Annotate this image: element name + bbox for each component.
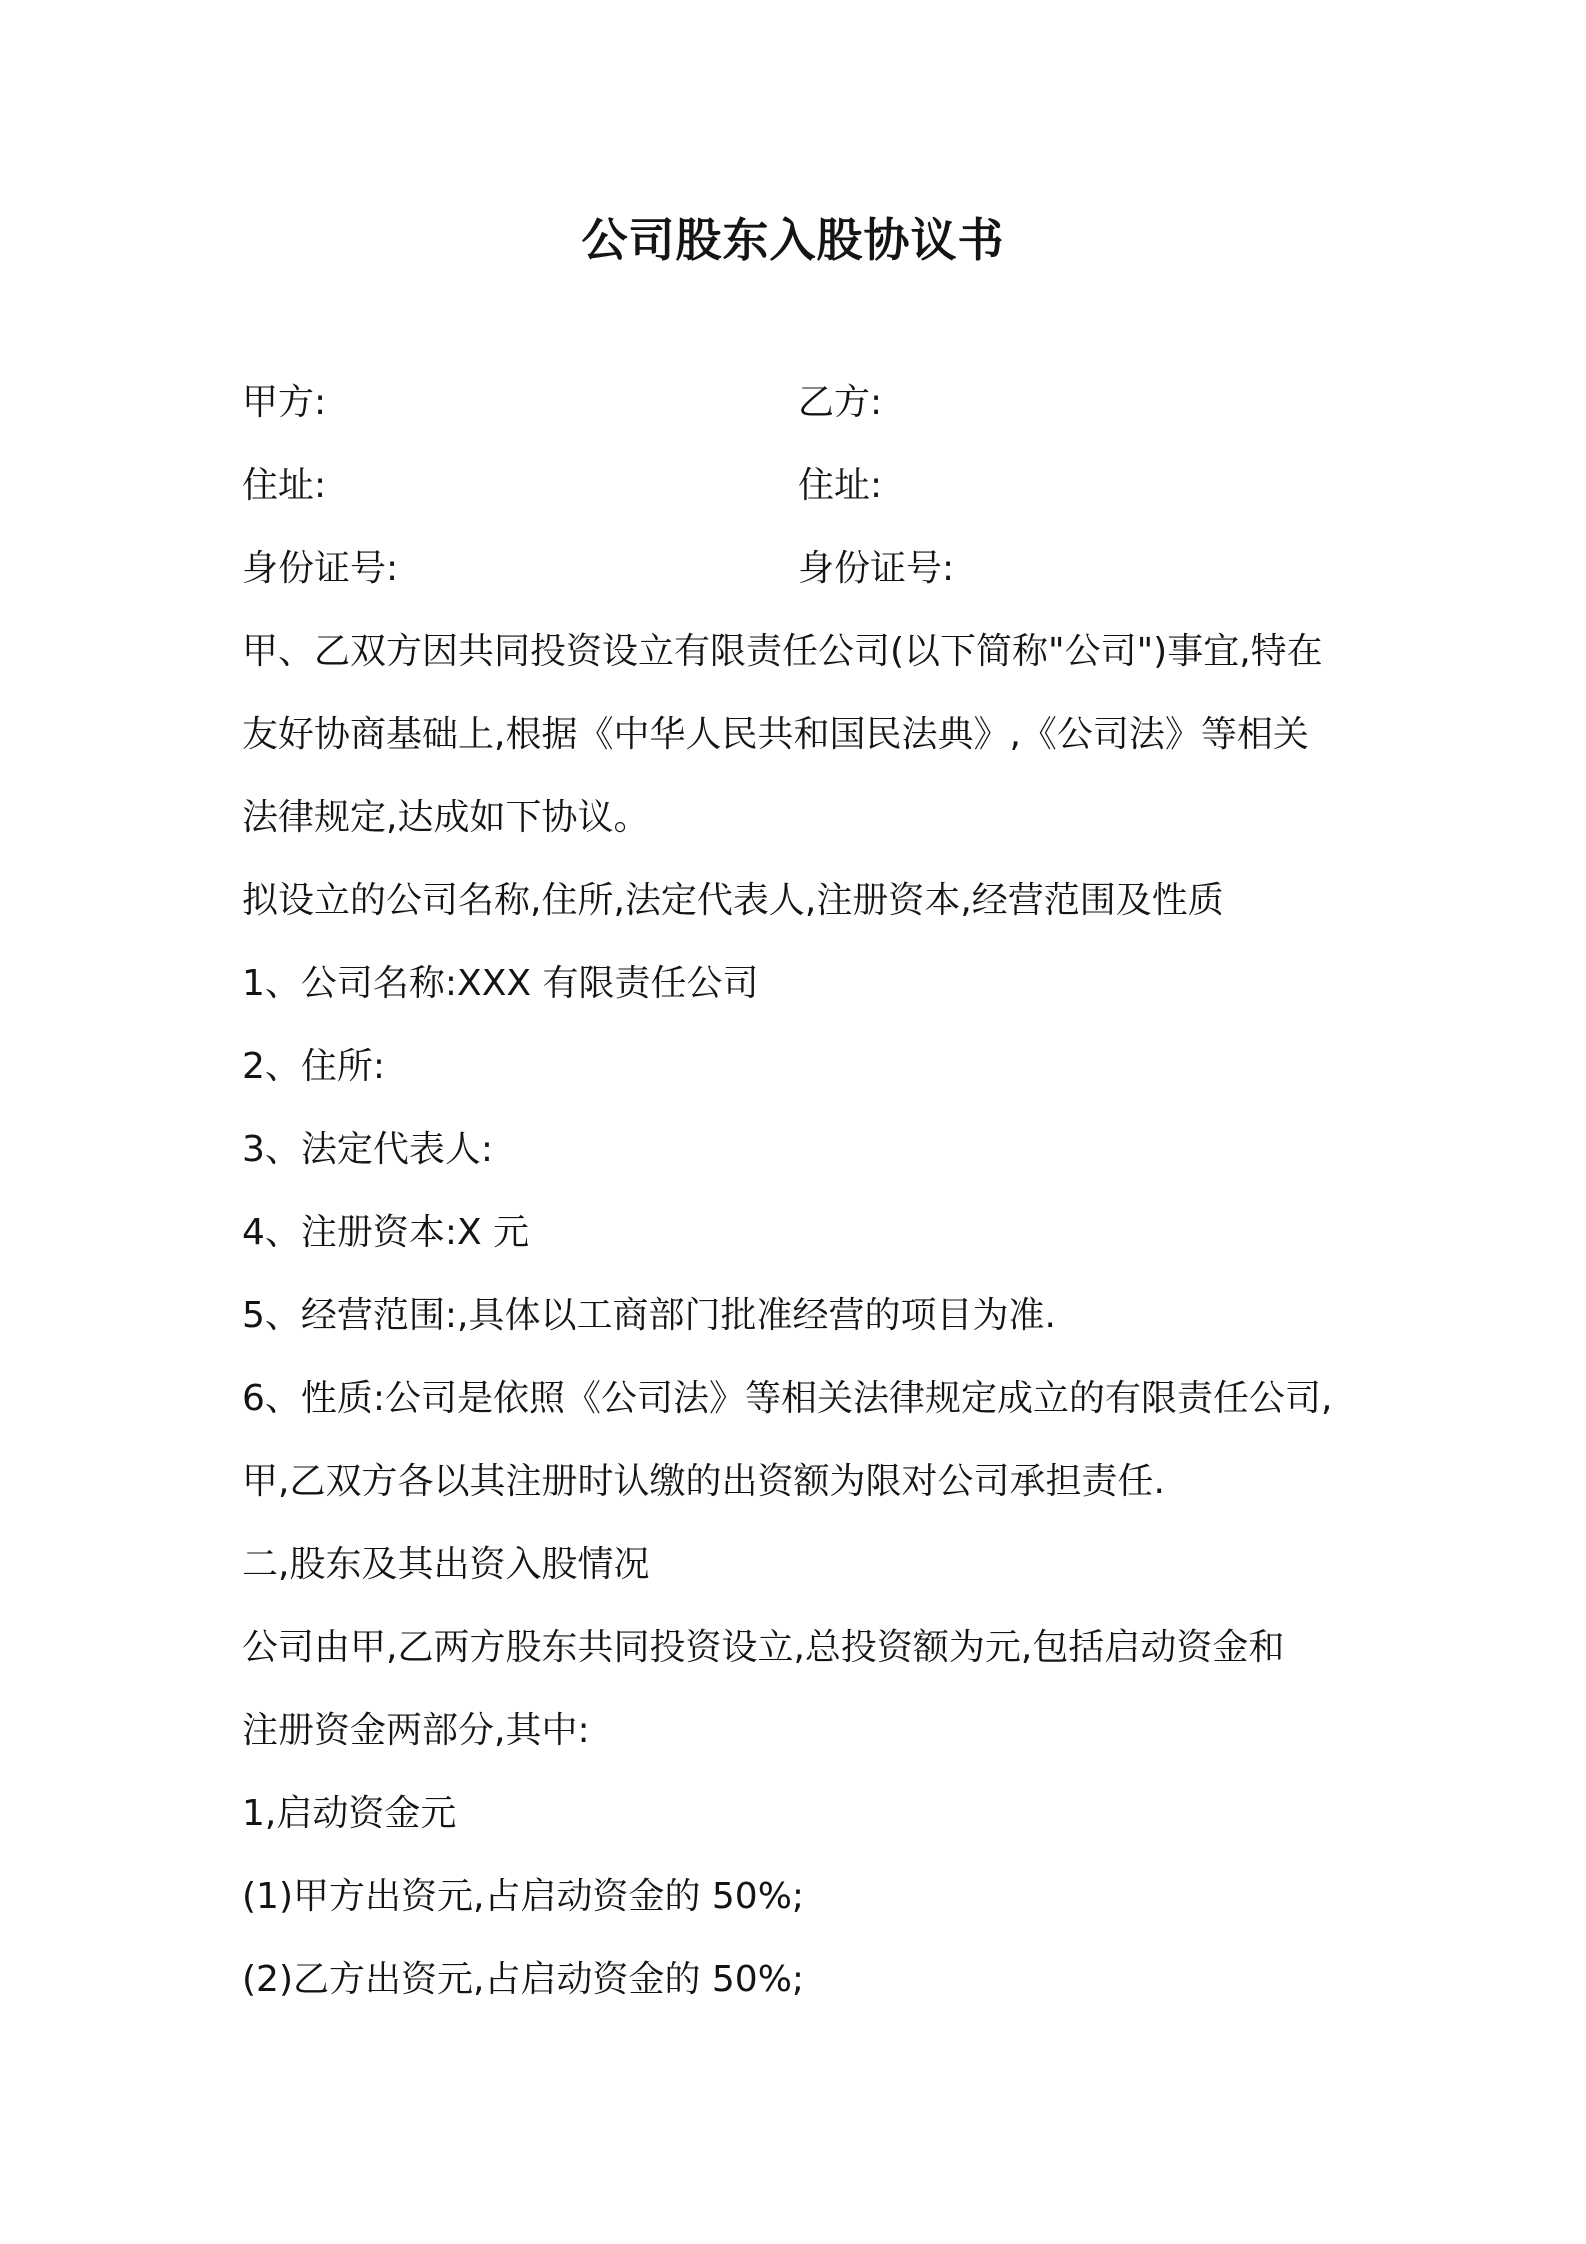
company-nature-item: 6、性质:公司是依照《公司法》等相关法律规定成立的有限责任公司, bbox=[242, 1378, 1333, 1419]
address-b-label: 住址: bbox=[798, 465, 883, 506]
id-number-b-label: 身份证号: bbox=[798, 548, 955, 589]
startup-capital-item: 1,启动资金元 bbox=[242, 1793, 457, 1834]
business-scope-item: 5、经营范围:,具体以工商部门批准经营的项目为准. bbox=[242, 1295, 1056, 1336]
party-b-contribution-item: (2)乙方出资元,占启动资金的 50%; bbox=[242, 1959, 805, 2000]
id-number-a-label: 身份证号: bbox=[242, 548, 399, 589]
party-b-label: 乙方: bbox=[798, 382, 883, 423]
party-a-contribution-item: (1)甲方出资元,占启动资金的 50%; bbox=[242, 1876, 805, 1917]
company-name-item: 1、公司名称:XXX 有限责任公司 bbox=[242, 963, 759, 1004]
legal-representative-item: 3、法定代表人: bbox=[242, 1129, 494, 1170]
registered-capital-item: 4、注册资本:X 元 bbox=[242, 1212, 530, 1253]
preamble-line: 友好协商基础上,根据《中华人民共和国民法典》,《公司法》等相关 bbox=[242, 714, 1309, 755]
company-address-item: 2、住所: bbox=[242, 1046, 386, 1087]
company-nature-item-continued: 甲,乙双方各以其注册时认缴的出资额为限对公司承担责任. bbox=[242, 1461, 1165, 1502]
preamble-line: 法律规定,达成如下协议。 bbox=[242, 797, 650, 838]
section-heading: 二,股东及其出资入股情况 bbox=[242, 1544, 650, 1585]
preamble-line: 甲、乙双方因共同投资设立有限责任公司(以下简称"公司")事宜,特在 bbox=[242, 631, 1323, 672]
party-a-label: 甲方: bbox=[242, 382, 327, 423]
investment-paragraph-line: 注册资金两部分,其中: bbox=[242, 1710, 590, 1751]
document-title: 公司股东入股协议书 bbox=[581, 213, 1005, 267]
address-a-label: 住址: bbox=[242, 465, 327, 506]
section-heading: 拟设立的公司名称,住所,法定代表人,注册资本,经营范围及性质 bbox=[242, 880, 1224, 921]
investment-paragraph-line: 公司由甲,乙两方股东共同投资设立,总投资额为元,包括启动资金和 bbox=[242, 1627, 1285, 1668]
